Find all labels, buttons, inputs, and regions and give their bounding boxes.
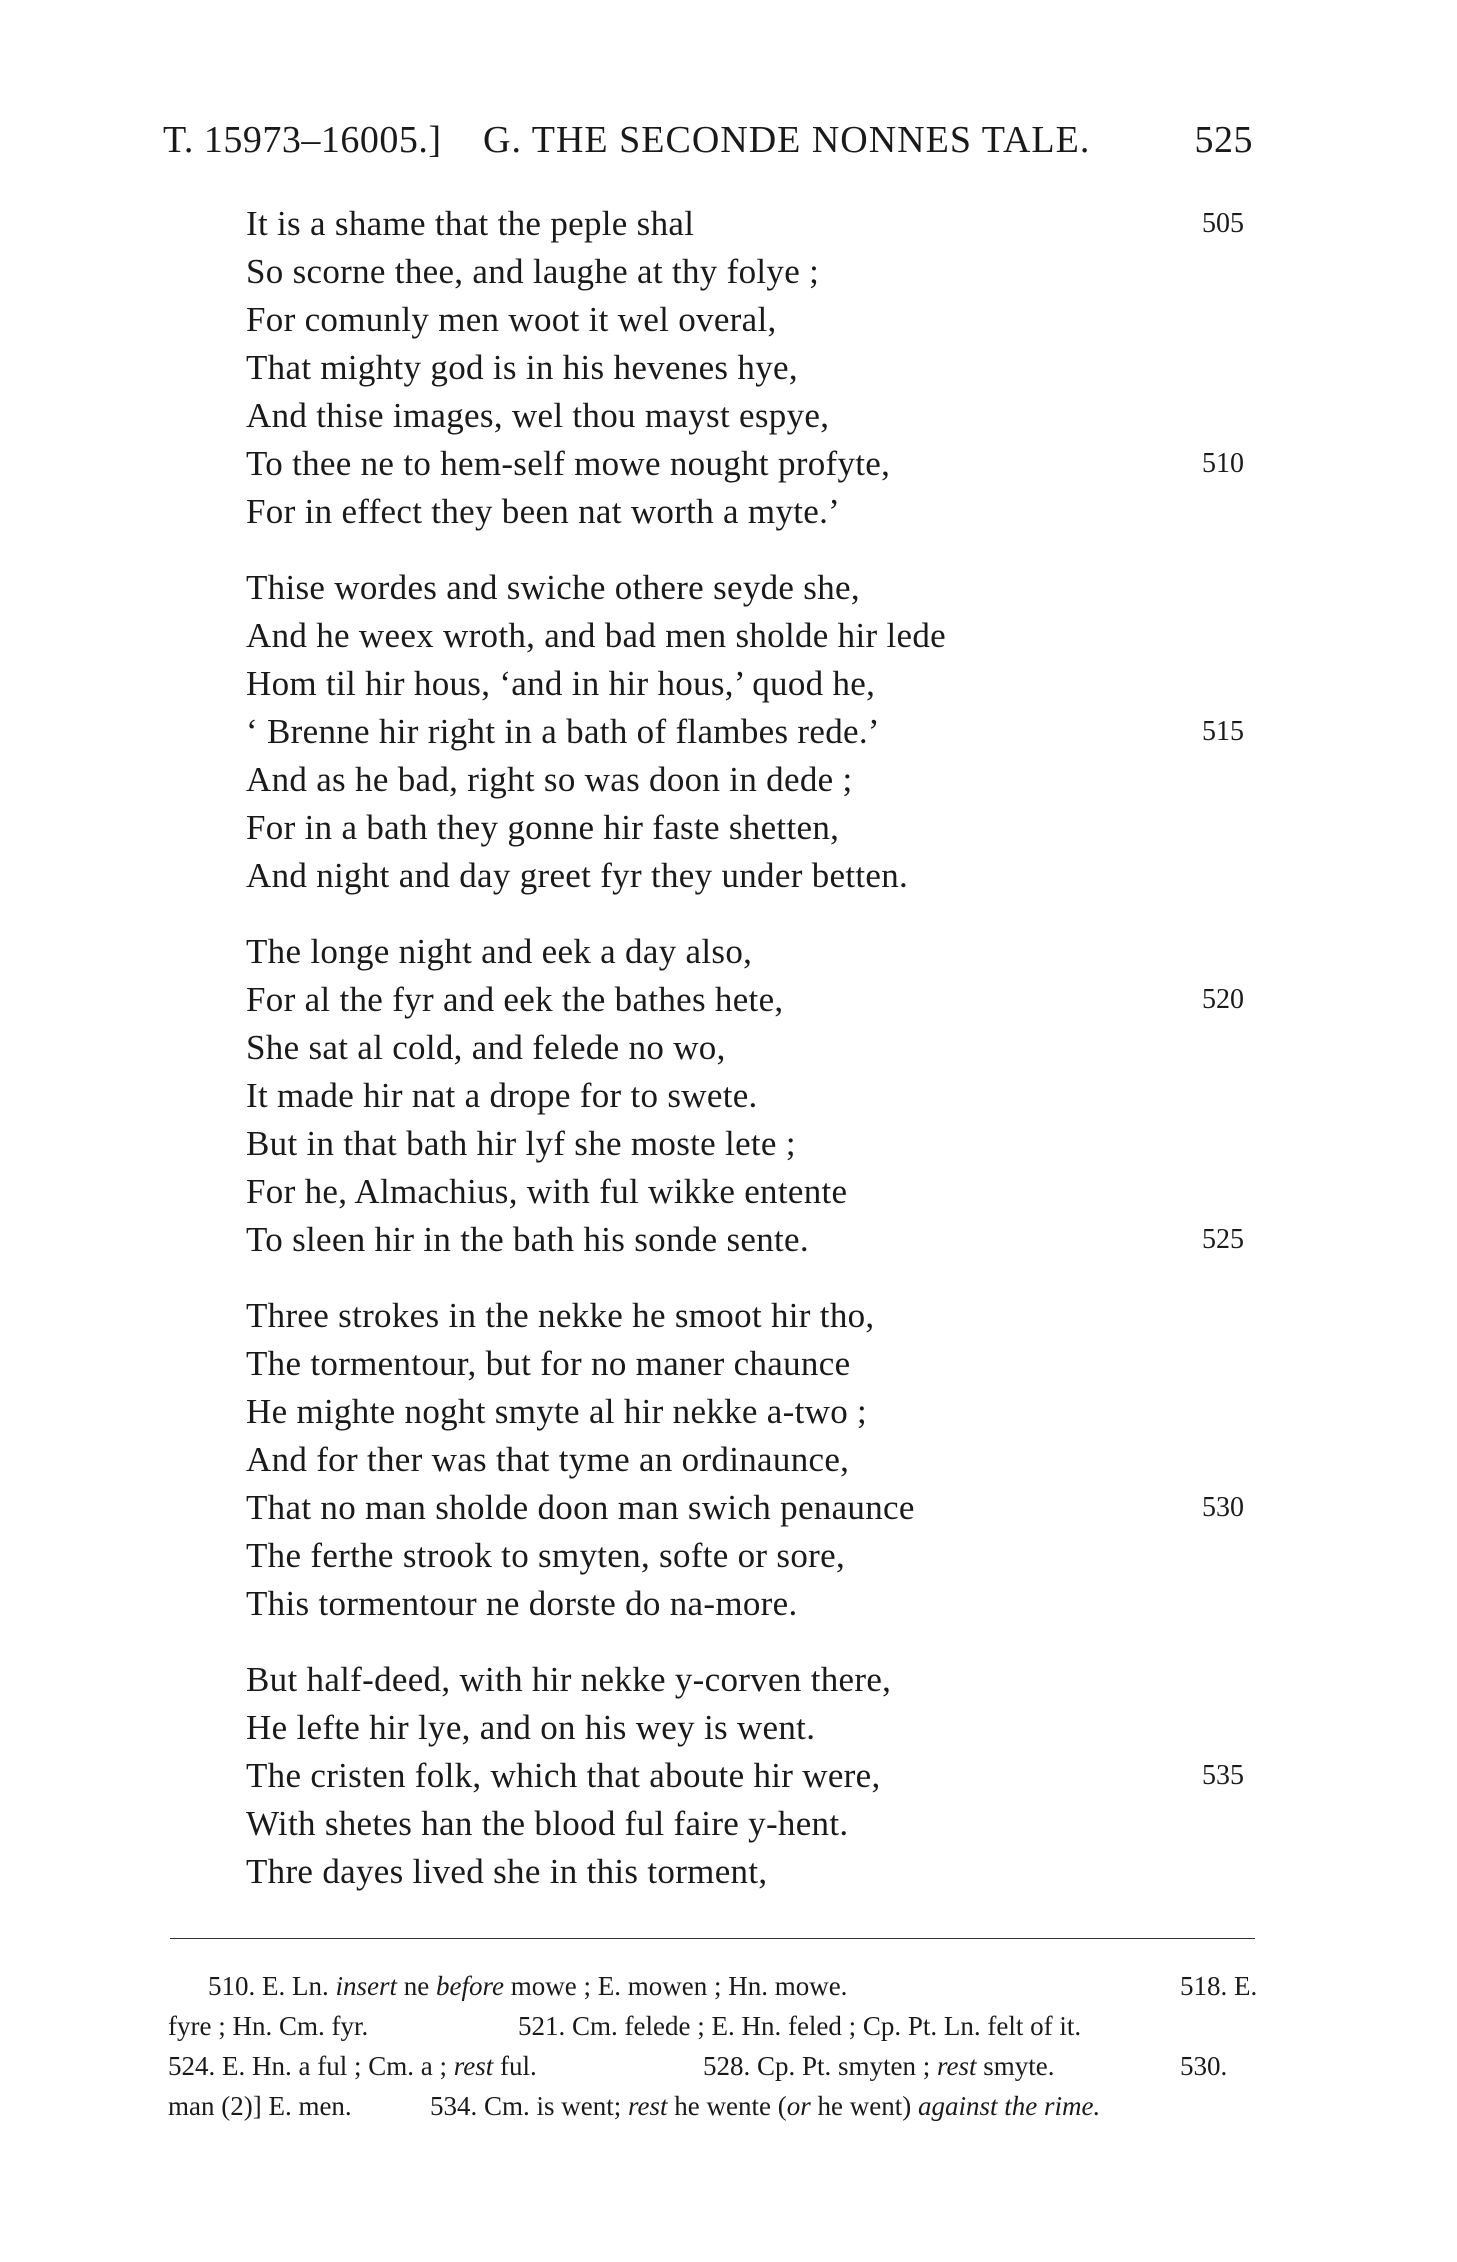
poem-text (246, 200, 1256, 1924)
verse-text: Hom til hir hous, ‘and in hir hous,’ quod he, (246, 664, 876, 703)
footnote-521: 521. Cm. felede ; E. Hn. feled ; Cp. Pt. Ln. felt of it. (518, 2011, 1082, 2041)
stanza (246, 564, 1256, 900)
verse-line (246, 1168, 1256, 1216)
verse-line (246, 200, 1256, 248)
verse-line (246, 804, 1256, 852)
footnote-divider (170, 1938, 1255, 1939)
verse-line (246, 1292, 1256, 1340)
verse-text: Three strokes in the nekke he smoot hir tho, (246, 1296, 875, 1335)
verse-text: The cristen folk, which that aboute hir were, (246, 1756, 881, 1795)
verse-line (246, 1848, 1256, 1896)
verse-text: For in a bath they gonne hir faste shetten, (246, 808, 840, 847)
verse-line (246, 1704, 1256, 1752)
stanza (246, 200, 1256, 536)
verse-text: And for ther was that tyme an ordinaunce, (246, 1440, 850, 1479)
verse-line (246, 1120, 1256, 1168)
verse-line (246, 564, 1256, 612)
verse-line (246, 1800, 1256, 1848)
verse-text: ‘ Brenne hir right in a bath of flambes rede.’ (246, 712, 880, 751)
verse-line (246, 440, 1256, 488)
verse-line (246, 1024, 1256, 1072)
line-number: 505 (1202, 208, 1244, 239)
line-number: 515 (1202, 716, 1244, 747)
verse-text: It is a shame that the peple shal (246, 204, 695, 243)
verse-line (246, 1580, 1256, 1628)
verse-text: For in effect they been nat worth a myte.’ (246, 492, 841, 531)
section-title: G. THE SECONDE NONNES TALE. (483, 119, 1091, 161)
footnote-530-cont: man (2)] E. men. (168, 2091, 352, 2121)
verse-text: It made hir nat a drope for to swete. (246, 1076, 758, 1115)
verse-text: She sat al cold, and felede no wo, (246, 1028, 726, 1067)
verse-text: And thise images, wel thou mayst espye, (246, 396, 830, 435)
footnote-line (168, 1966, 1258, 2006)
verse-text: And as he bad, right so was doon in dede ; (246, 760, 853, 799)
verse-line (246, 1436, 1256, 1484)
line-number: 525 (1202, 1224, 1244, 1255)
stanza (246, 928, 1256, 1264)
verse-text: Thise wordes and swiche othere seyde she, (246, 568, 860, 607)
verse-line (246, 1216, 1256, 1264)
verse-line (246, 1340, 1256, 1388)
footnote-line (168, 2006, 1258, 2046)
verse-text: He lefte hir lye, and on his wey is went. (246, 1708, 816, 1747)
verse-line (246, 660, 1256, 708)
verse-line (246, 976, 1256, 1024)
line-number: 520 (1202, 984, 1244, 1015)
footnote-524: 524. E. Hn. a ful ; Cm. a ; rest ful. (168, 2051, 537, 2081)
stanza (246, 1656, 1256, 1896)
verse-text: For he, Almachius, with ful wikke entente (246, 1172, 848, 1211)
stanza (246, 1292, 1256, 1628)
verse-line (246, 1484, 1256, 1532)
line-range: T. 15973–16005.] (163, 119, 442, 161)
page-number: 525 (1194, 119, 1253, 161)
verse-text: But half-deed, with hir nekke y-corven there, (246, 1660, 892, 1699)
footnote-518-cont: fyre ; Hn. Cm. fyr. (168, 2011, 369, 2041)
verse-line (246, 248, 1256, 296)
verse-line (246, 852, 1256, 900)
verse-line (246, 928, 1256, 976)
verse-text: And he weex wroth, and bad men sholde hir lede (246, 616, 946, 655)
verse-line (246, 1752, 1256, 1800)
footnote-line (168, 2046, 1258, 2086)
verse-text: To thee ne to hem-self mowe nought profyte, (246, 444, 891, 483)
verse-line (246, 1072, 1256, 1120)
footnote-528: 528. Cp. Pt. smyten ; rest smyte. (703, 2051, 1055, 2081)
verse-text: Thre dayes lived she in this torment, (246, 1852, 768, 1891)
verse-line (246, 488, 1256, 536)
footnote-530: 530. (1180, 2051, 1228, 2081)
verse-text: That mighty god is in his hevenes hye, (246, 348, 798, 387)
footnote-518: 518. E. (1180, 1971, 1258, 2001)
verse-text: And night and day greet fyr they under betten. (246, 856, 909, 895)
footnote-line (168, 2086, 1258, 2126)
verse-text: He mighte noght smyte al hir nekke a-two ; (246, 1392, 868, 1431)
footnote-534: 534. Cm. is went; rest he wente (or he went) against the rime. (430, 2091, 1101, 2121)
verse-text: To sleen hir in the bath his sonde sente. (246, 1220, 809, 1259)
footnotes (168, 1966, 1258, 2126)
line-number: 535 (1202, 1760, 1244, 1791)
verse-text: With shetes han the blood ful faire y-hent. (246, 1804, 849, 1843)
verse-line (246, 756, 1256, 804)
verse-text: This tormentour ne dorste do na-more. (246, 1584, 798, 1623)
running-header (163, 118, 1253, 168)
verse-text: For al the fyr and eek the bathes hete, (246, 980, 784, 1019)
verse-line (246, 612, 1256, 660)
line-number: 530 (1202, 1492, 1244, 1523)
verse-text: The ferthe strook to smyten, softe or sore, (246, 1536, 845, 1575)
line-number: 510 (1202, 448, 1244, 479)
verse-line (246, 1656, 1256, 1704)
verse-text: The longe night and eek a day also, (246, 932, 753, 971)
verse-line (246, 708, 1256, 756)
verse-text: But in that bath hir lyf she moste lete ; (246, 1124, 796, 1163)
footnote-510: 510. E. Ln. insert ne before mowe ; E. mowen ; Hn. mowe. (208, 1971, 848, 2001)
verse-line (246, 1388, 1256, 1436)
verse-line (246, 344, 1256, 392)
verse-text: That no man sholde doon man swich penaunce (246, 1488, 915, 1527)
verse-line (246, 392, 1256, 440)
verse-text: For comunly men woot it wel overal, (246, 300, 777, 339)
verse-line (246, 1532, 1256, 1580)
verse-line (246, 296, 1256, 344)
verse-text: So scorne thee, and laughe at thy folye ; (246, 252, 820, 291)
verse-text: The tormentour, but for no maner chaunce (246, 1344, 851, 1383)
